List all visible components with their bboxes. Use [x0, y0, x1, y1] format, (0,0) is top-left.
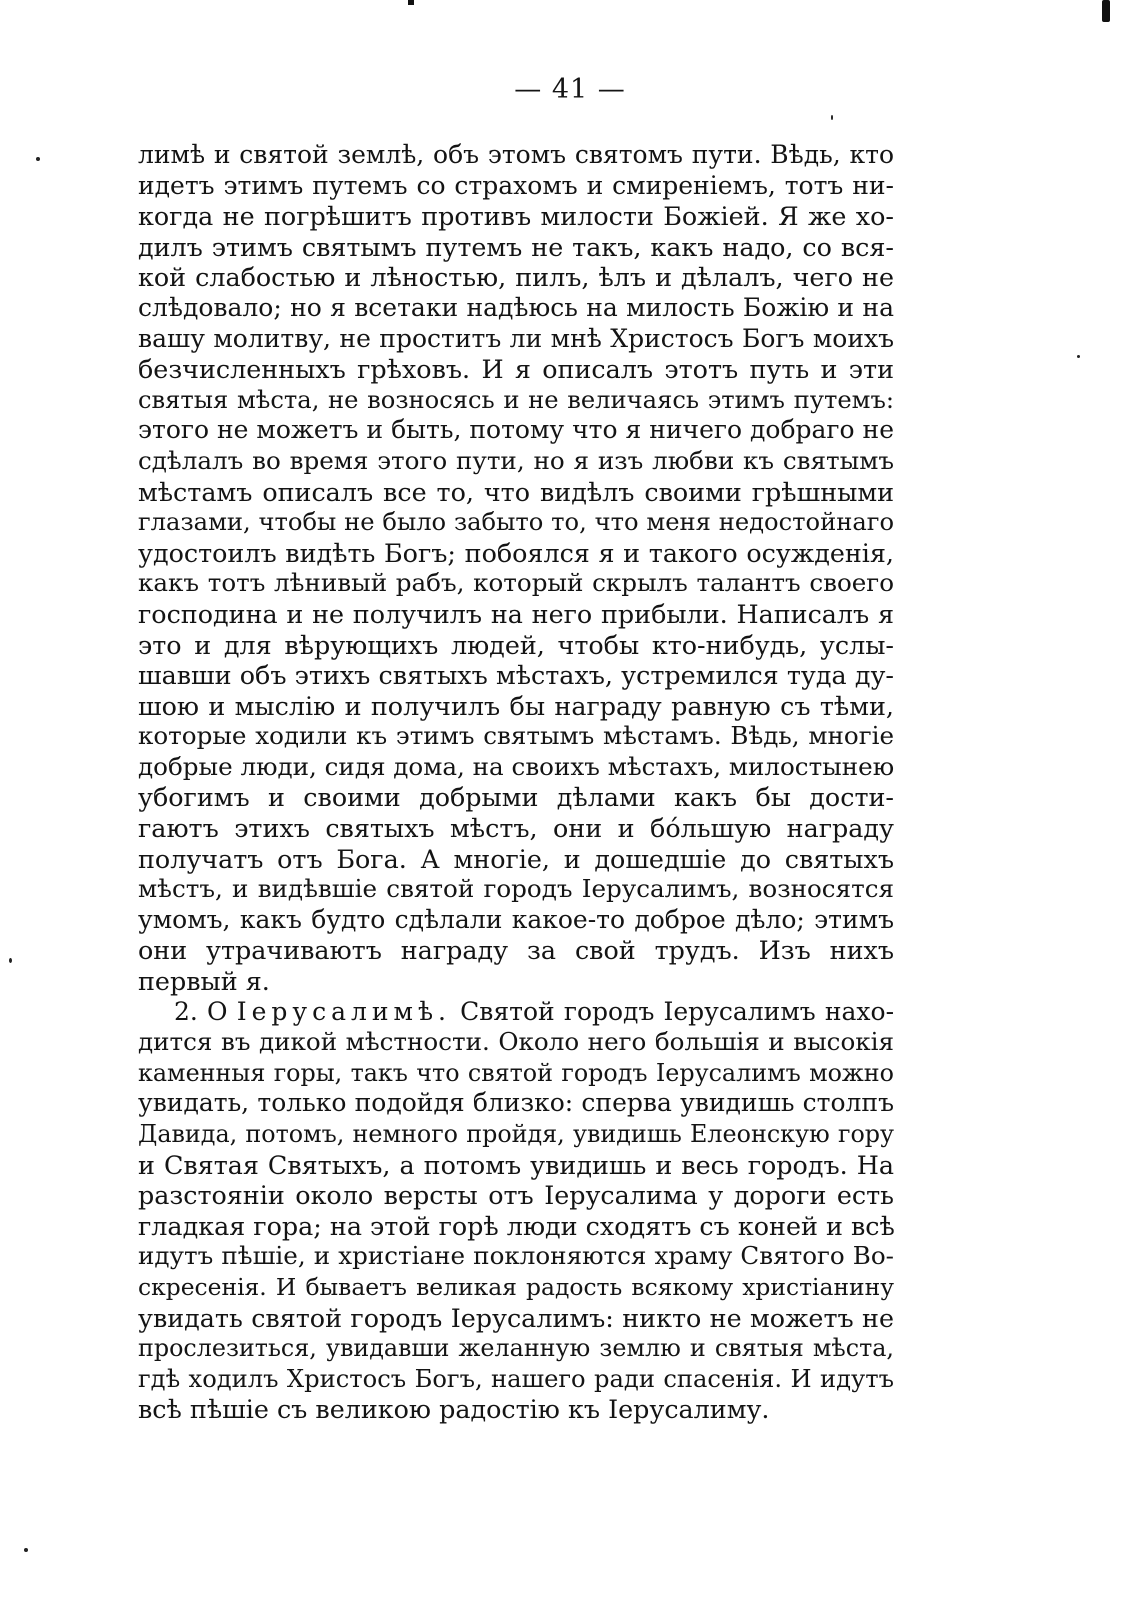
- scan-edge-mark: [1102, 0, 1110, 22]
- text-line: сдѣлалъ во время этого пути, но я изъ любви къ святымъ: [138, 445, 894, 475]
- text-line: когда не погрѣшитъ противъ милости Божіей. Я же хо-: [138, 201, 894, 232]
- text-line: которые ходили къ этимъ святымъ мѣстамъ. Вѣдь, многіе: [138, 721, 894, 751]
- text-line: безчисленныхъ грѣховъ. И я описалъ этотъ путь и эти: [138, 354, 894, 385]
- section-heading-line: [138, 997, 894, 1028]
- section-heading: Іерусалимѣ.: [236, 996, 451, 1026]
- text-line: шавши объ этихъ святыхъ мѣстахъ, устремился туда ду-: [138, 660, 894, 691]
- text-line: увидать, только подойдя близко: сперва увидишь столпъ: [138, 1088, 894, 1118]
- text-line: умомъ, какъ будто сдѣлали какое-то доброе дѣло; этимъ: [138, 904, 894, 934]
- text-line: каменныя горы, такъ что святой городъ Іерусалимъ можно: [138, 1058, 894, 1087]
- text-line: идутъ пѣшіе, и христіане поклоняются храму Святого Во-: [138, 1241, 894, 1271]
- text-line: и Святая Святыхъ, а потомъ увидишь и весь городъ. На: [138, 1149, 894, 1180]
- text-line: кой слабостью и лѣностью, пилъ, ѣлъ и дѣлалъ, чего не: [138, 262, 894, 293]
- text-line: удостоилъ видѣть Богъ; побоялся я и такого осужденія,: [138, 537, 894, 568]
- scan-speck: [24, 1548, 28, 1552]
- text-line: добрые люди, сидя дома, на своихъ мѣстахъ, милостынею: [138, 751, 895, 781]
- text-line: получатъ отъ Бога. А многіе, и дошедшіе до святыхъ: [138, 843, 894, 874]
- body-text: [138, 140, 894, 1425]
- text-line: дится въ дикой мѣстности. Около него большія и высокія: [138, 1027, 894, 1057]
- text-line: гладкая гора; на этой горѣ люди сходятъ съ коней и всѣ: [138, 1210, 895, 1241]
- scan-speck: [9, 958, 12, 963]
- text-line: лимѣ и святой землѣ, объ этомъ святомъ пути. Вѣдь, кто: [138, 140, 894, 169]
- scan-speck: [1077, 355, 1080, 358]
- text-line: гдѣ ходилъ Христосъ Богъ, нашего ради спасенія. И идутъ: [138, 1364, 894, 1393]
- section-text: Святой городъ Іерусалимъ нахо-: [460, 996, 895, 1026]
- text-line: первый я.: [138, 966, 270, 997]
- scan-speck: [36, 157, 40, 161]
- text-line: святыя мѣста, не возносясь и не величаясь этимъ путемъ:: [138, 385, 894, 414]
- text-line: это и для вѣрующихъ людей, чтобы кто-нибудь, услы-: [138, 629, 894, 660]
- text-line: глазами, чтобы не было забыто то, что меня недостойнаго: [138, 508, 894, 537]
- text-line: мѣстъ, и видѣвшіе святой городъ Іерусалимъ, возносятся: [138, 874, 894, 904]
- text-line: гаютъ этихъ святыхъ мѣстъ, они и бо́льшую награду: [138, 813, 894, 844]
- text-line: идетъ этимъ путемъ со страхомъ и смиреніемъ, тотъ ни-: [138, 170, 894, 200]
- text-line: убогимъ и своими добрыми дѣлами какъ бы дости-: [138, 782, 894, 813]
- text-line: вашу молитву, не проститъ ли мнѣ Христосъ Богъ моихъ: [138, 323, 894, 353]
- section-number: 2. О: [174, 996, 228, 1026]
- text-line: скресенія. И бываетъ великая радость всякому христіанину: [138, 1272, 894, 1301]
- text-line: этого не можетъ и быть, потому что я ничего добраго не: [138, 415, 894, 445]
- text-line: шою и мыслію и получилъ бы награду равную съ тѣми,: [138, 690, 894, 721]
- text-line: какъ тотъ лѣнивый рабъ, который скрылъ талантъ своего: [138, 568, 894, 598]
- text-line: господина и не получилъ на него прибыли. Написалъ я: [138, 598, 894, 629]
- text-line: увидать святой городъ Іерусалимъ: никто не можетъ не: [138, 1302, 894, 1333]
- scan-edge-mark: [408, 0, 414, 5]
- text-line: разстояніи около версты отъ Іерусалима у дороги есть: [138, 1180, 894, 1211]
- text-line: мѣстамъ описалъ все то, что видѣлъ своими грѣшными: [138, 476, 894, 507]
- text-line: слѣдовало; но я всетаки надѣюсь на милость Божію и на: [138, 292, 894, 322]
- text-line: всѣ пѣшіе съ великою радостію къ Іерусалиму.: [138, 1394, 770, 1425]
- text-line: Давида, потомъ, немного пройдя, увидишь Елеонскую гору: [138, 1120, 894, 1148]
- text-line: дилъ этимъ святымъ путемъ не такъ, какъ надо, со вся-: [138, 231, 894, 262]
- text-line: они утрачиваютъ награду за свой трудъ. Изъ нихъ: [138, 935, 894, 966]
- page-number: — 41 —: [514, 74, 626, 105]
- text-line: прослезиться, увидавши желанную землю и святыя мѣста,: [138, 1334, 894, 1363]
- scan-speck: [831, 115, 833, 120]
